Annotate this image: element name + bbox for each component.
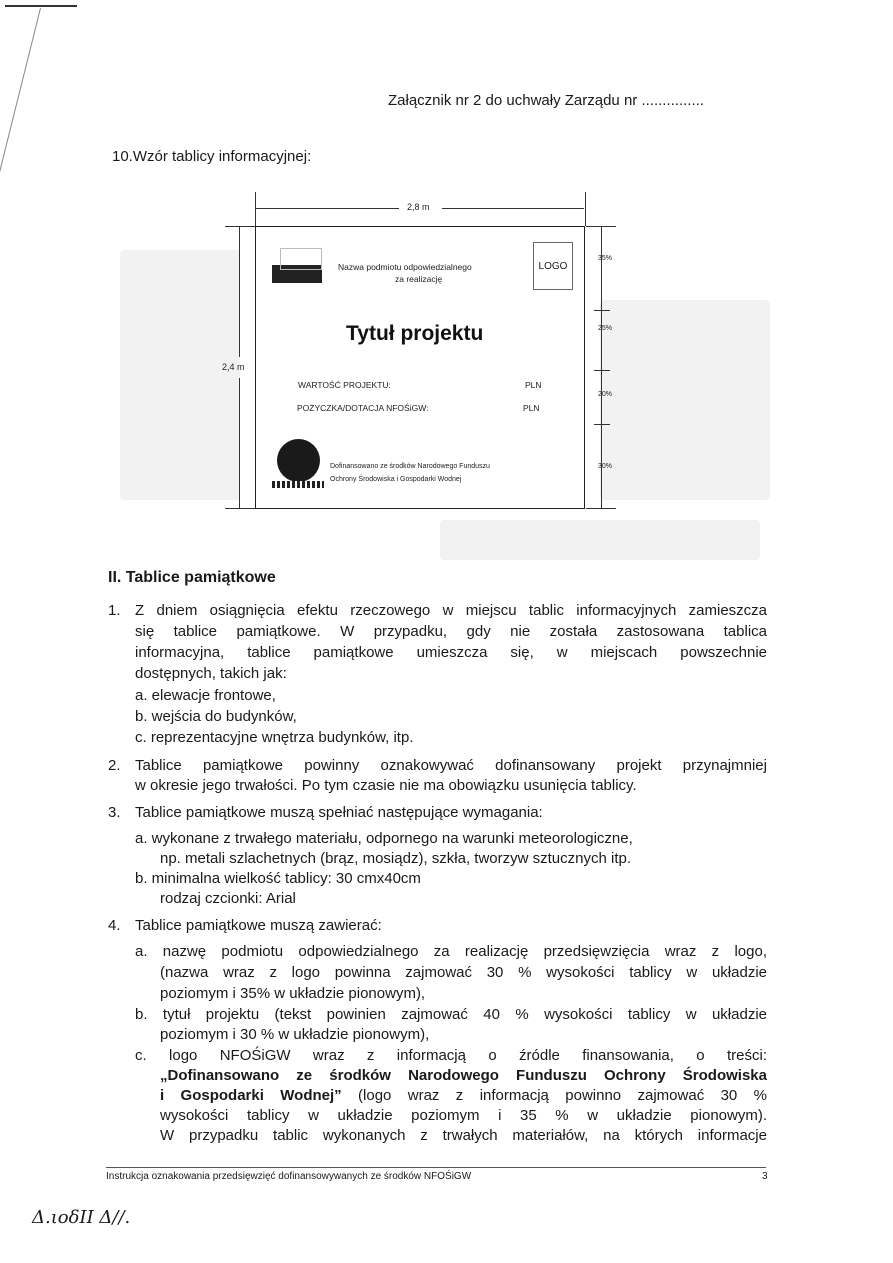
- pct-label-2: 25%: [598, 325, 613, 332]
- item-3-number: 3.: [108, 804, 121, 821]
- pct-label-1: 35%: [598, 255, 613, 262]
- item-3-a-line-2: np. metali szlachetnych (brąz, mosiądz), szkła, tworzyw sztucznych itp.: [160, 850, 631, 867]
- board-height-label: 2,4 m: [222, 362, 245, 372]
- item-4-line-1: Tablice pamiątkowe muszą zawierać:: [135, 917, 382, 934]
- loan-label: POŻYCZKA/DOTACJA NFOŚiGW:: [297, 403, 429, 413]
- item-2-line-2: w okresie jego trwałości. Po tym czasie nie ma obowiązku usunięcia tablicy.: [135, 777, 637, 794]
- item-2-line-1: Tablice pamiątkowe powinny oznakowywać dofinansowany projekt przynajmniej: [135, 757, 767, 774]
- annex-header: Załącznik nr 2 do uchwały Zarządu nr ...............: [388, 92, 704, 109]
- logo-placeholder-box: [533, 242, 573, 290]
- scan-artifact-top: [5, 5, 77, 7]
- item-1-line-3: informacyjna, tablice pamiątkowe umieszcza się, w miejscach powszechnie: [135, 644, 767, 661]
- scan-artifact-diagonal: [0, 8, 41, 202]
- item-4-a-line-2: (nazwa wraz z logo powinna zajmować 30 % wysokości tablicy w układzie: [160, 964, 767, 981]
- board-project-title: Tytuł projektu: [346, 322, 484, 345]
- item-1-b: b. wejścia do budynków,: [135, 708, 297, 725]
- nfosigw-logo-bars: [272, 481, 324, 488]
- item-3-a-line-1: a. wykonane z trwałego materiału, odpornego na warunki meteorologiczne,: [135, 830, 633, 847]
- item-1-line-1: Z dniem osiągnięcia efektu rzeczowego w miejscu tablic informacyjnych zamieszcza: [135, 602, 767, 619]
- item-4-a-line-3: poziomym i 35% w układzie pionowym),: [160, 985, 426, 1002]
- item-1-line-4: dostępnych, takich jak:: [135, 665, 287, 682]
- item-3-b-line-1: b. minimalna wielkość tablicy: 30 cmx40cm: [135, 870, 421, 887]
- item-4-c-line-3-rest: (logo wraz z informacją powinno zajmować 30 %: [341, 1087, 767, 1104]
- pct-label-3: 20%: [598, 391, 613, 398]
- board-width-label: 2,8 m: [407, 202, 430, 212]
- responsible-name-line2: za realizację: [395, 274, 443, 284]
- page-number: 3: [762, 1171, 768, 1182]
- funding-line-2: Ochrony Środowiska i Gospodarki Wodnej: [330, 476, 462, 483]
- nfosigw-logo-circle: [277, 439, 320, 482]
- item-2-number: 2.: [108, 757, 121, 774]
- loan-currency: PLN: [523, 403, 540, 413]
- item-4-c-line-3: [160, 1086, 767, 1106]
- item-4-c-line-5: W przypadku tablic wykonanych z trwałych materiałów, na których informacje: [160, 1127, 767, 1144]
- footer-rule: [106, 1167, 766, 1168]
- item-4-c-line-4: wysokości tablicy w układzie poziomym i 35 % w układzie pionowym).: [160, 1107, 767, 1124]
- logo-placeholder-label: LOGO: [538, 260, 568, 272]
- item-4-c-line-3-bold: i Gospodarki Wodnej”: [160, 1087, 342, 1104]
- item-1-line-2: się tablice pamiątkowe. W przypadku, gdy nie została zastosowana tablica: [135, 623, 767, 640]
- section-10-title: 10.Wzór tablicy informacyjnej:: [112, 148, 312, 165]
- item-3-line-1: Tablice pamiątkowe muszą spełniać następujące wymagania:: [135, 804, 543, 821]
- item-4-a-line-1: a. nazwę podmiotu odpowiedzialnego za realizację przedsięwzięcia wraz z logo,: [135, 943, 767, 960]
- item-1-c: c. reprezentacyjne wnętrza budynków, itp.: [135, 729, 414, 746]
- funding-line-1: Dofinansowano ze środków Narodowego Funduszu: [330, 463, 490, 470]
- item-4-b-line-2: poziomym i 30 % w układzie pionowym),: [160, 1026, 430, 1043]
- item-4-number: 4.: [108, 917, 121, 934]
- item-3-b-line-2: rodzaj czcionki: Arial: [160, 890, 296, 907]
- project-value-currency: PLN: [525, 380, 542, 390]
- item-4-c-line-1: c. logo NFOŚiGW wraz z informacją o źródle finansowania, o treści:: [135, 1047, 767, 1064]
- item-1-a: a. elewacje frontowe,: [135, 687, 276, 704]
- item-1-number: 1.: [108, 602, 121, 619]
- item-4-c-line-2: „Dofinansowano ze środków Narodowego Funduszu Ochrony Środowiska: [160, 1067, 767, 1084]
- item-4-b-line-1: b. tytuł projektu (tekst powinien zajmować 40 % wysokości tablicy w układzie: [135, 1006, 767, 1023]
- responsible-logo-frame: [280, 248, 322, 270]
- handwritten-signature: Δ.ιοδΙΙ Δ//.: [32, 1207, 131, 1228]
- pct-label-4: 30%: [598, 463, 613, 470]
- footer-text: Instrukcja oznakowania przedsięwzięć dofinansowywanych ze środków NFOŚiGW: [106, 1171, 472, 1182]
- project-value-label: WARTOŚĆ PROJEKTU:: [298, 380, 391, 390]
- section-2-title: II. Tablice pamiątkowe: [108, 569, 276, 586]
- responsible-name-line1: Nazwa podmiotu odpowiedzialnego: [338, 262, 472, 272]
